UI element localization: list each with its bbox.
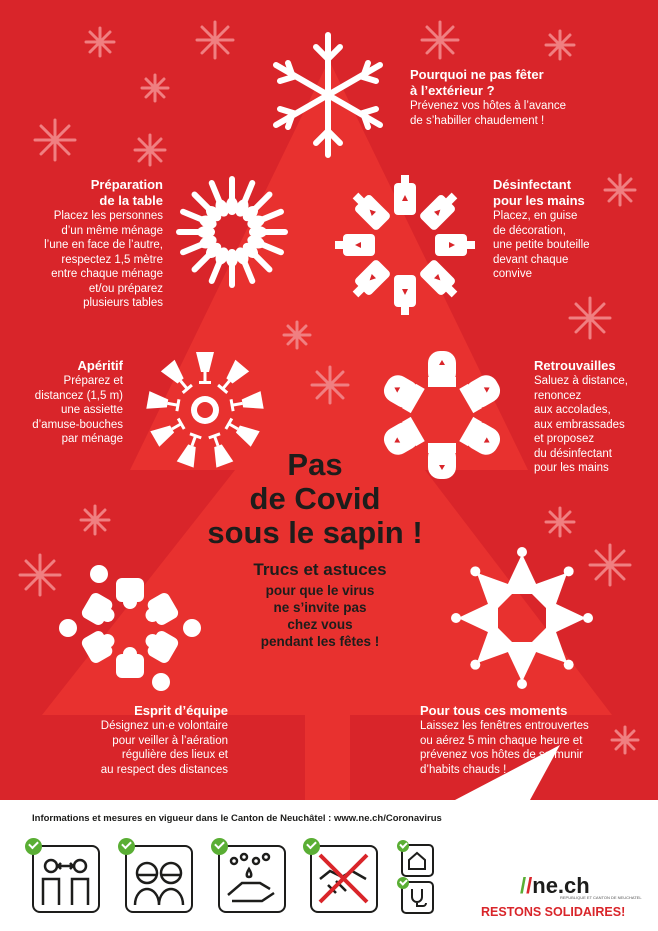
headline: Pas de Covid sous le sapin !: [207, 447, 423, 550]
info-line: Informations et mesures en vigueur dans le Canton de Neuchâtel : www.ne.ch/Coronavirus: [32, 813, 442, 824]
logo-stripes: /: [520, 873, 527, 898]
subtitle-title: Trucs et astuces: [253, 560, 387, 579]
tip-moments: Pour tous ces moments Laissez les fenêtres entrouvertes ou aérez 5 min chaque heure et prévenez vos hôtes de se munir d’habits chauds !: [420, 703, 589, 776]
subtitle-body: pour que le virus ne s’invite pas chez vous pendant les fêtes !: [260, 583, 380, 649]
check-icon: [118, 838, 135, 855]
tip-greetings: Retrouvailles Saluez à distance, renoncez aux accolades, aux embrassades et proposez du désinfectant pour les mains: [534, 358, 628, 474]
ne-ch-logo: //ne.ch: [520, 873, 590, 898]
tip-aperitif: Apéritif Préparez et distancez (1,5 m) une assiette d’amuse-bouches par ménage: [32, 358, 123, 445]
distance-icon: [32, 845, 100, 913]
tip-table: Préparation de la table Placez les personnes d’un même ménage l’une en face de l’autre, respectez 1,5 mètre entre chaque ménage et/ou préparez plusieurs tables: [44, 177, 163, 309]
check-icon: [25, 838, 42, 855]
check-icon: [397, 877, 409, 889]
handwash-icon: [218, 845, 286, 913]
cutlery-wreath-icon: [176, 176, 288, 288]
tip-hands: Désinfectant pour les mains Placez, en guise de décoration, une petite bouteille devant chaque convive: [493, 177, 590, 280]
no-handshake-icon: [310, 845, 378, 913]
tip-outdoor: Pourquoi ne pas fêter à l’extérieur ? Prévenez vos hôtes à l’avance de s’habiller chaudement !: [410, 67, 566, 127]
check-icon: [397, 840, 409, 852]
mask-icon: [125, 845, 193, 913]
christmas-tree: [42, 60, 612, 800]
slogan: RESTONS SOLIDAIRES!: [481, 905, 626, 919]
logo-subtitle: REPUBLIQUE ET CANTON DE NEUCHATEL: [560, 895, 642, 900]
check-icon: [211, 838, 228, 855]
doctor-icon: [401, 881, 434, 914]
check-icon: [303, 838, 320, 855]
home-icon: [401, 844, 434, 877]
tip-team: Esprit d’équipe Désignez un·e volontaire pour veiller à l’aération régulière des lieux et au respect des distances: [100, 703, 228, 776]
